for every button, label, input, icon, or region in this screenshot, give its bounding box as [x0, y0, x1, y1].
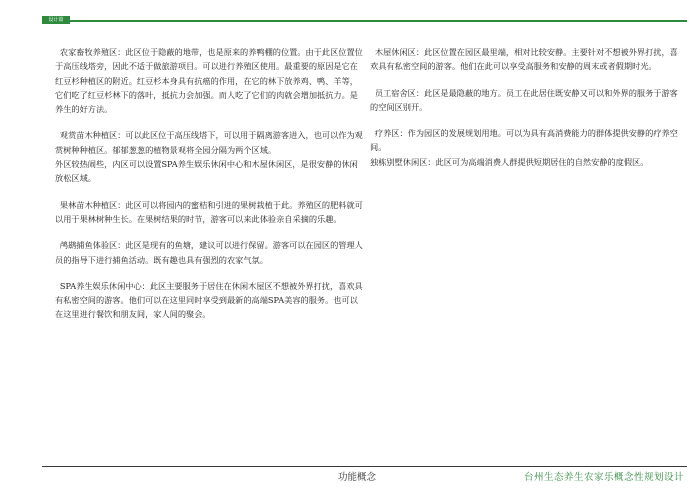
- zone-cormorant-fishing: 鸬鹚捕鱼体验区：此区是现有的鱼塘，建议可以进行保留。游客可以在园区的管理人员的指导下进行捕鱼活动。既有趣也具有强烈的农家气氛。: [55, 240, 363, 265]
- zone-livestock: 农家畜牧养殖区：此区位于隐蔽的地带，也是原来的养鸭棚的位置。由于此区位置位于高压线塔旁，因此不适于做旅游项目。可以进行养殖区使用。最重要的原因是它在红豆杉种植区的附近。红豆杉本身具有抗癌的作用，在它的林下放养鸡、鸭、羊等，它们吃了红豆杉林下的落叶，抵抗力会加强。而人吃了它们的肉就会增加抵抗力。是养生的好方法。: [55, 47, 363, 115]
- zone-fruit-orchard: 果林苗木种植区：此区可以将园内的蜜桔和引进的果树栽植于此。养殖区的肥料就可以用于果林树种生长。在果树结果的时节，游客可以来此体验亲自采摘的乐趣。: [55, 199, 363, 224]
- zone-ornamental-nursery: 观赏苗木种植区：可以此区位于高压线塔下，可以用于隔离游客进入，也可以作为观赏树种种植区。郁郁葱葱的植物景观将全园分隔为两个区域。: [55, 130, 363, 155]
- header-rule: [42, 20, 687, 22]
- zone-villa: 独栋别墅休闲区：此区可为高端消费人群提供短期居住的自然安静的度假区。: [370, 156, 649, 167]
- zone-staff-dorm: 员工宿舍区：此区是最隐蔽的地方。员工在此居住既安静又可以和外界的服务于游客的空间区别开。: [370, 87, 678, 112]
- page-title: 功能概念: [338, 472, 377, 483]
- zone-cabin: 木屋休闲区：此区位置在园区最里端，相对比较安静。主要针对不想被外界打扰，喜欢具有私密空间的游客。他们在此可以享受高服务和安静的周末或者假期时光。: [370, 47, 678, 72]
- zone-spa-center: SPA养生娱乐休闲中心：此区主要服务于居住在休闲木屋区不想被外界打扰，喜欢具有私密空间的游客。他们可以在这里同时享受到最新的高端SPA美容的服务。也可以在这里进行餐饮和朋友间，家人间的聚会。: [55, 280, 363, 320]
- section-tag: 设计篇: [42, 16, 70, 24]
- zone-sanatorium: 疗养区：作为园区的发展规划用地。可以为具有高消费能力的群体提供安静的疗养空间。: [370, 128, 678, 153]
- left-column: [55, 45, 363, 334]
- footer-rule: [42, 466, 687, 467]
- project-title: 台州生态养生农家乐概念性规划设计: [523, 472, 684, 483]
- right-column: [370, 45, 685, 181]
- zone-outer-inner-note: 外区较热闹些，内区可以设置SPA养生娱乐休闲中心和木屋休闲区，是很安静的休闲放松区域。: [55, 159, 358, 184]
